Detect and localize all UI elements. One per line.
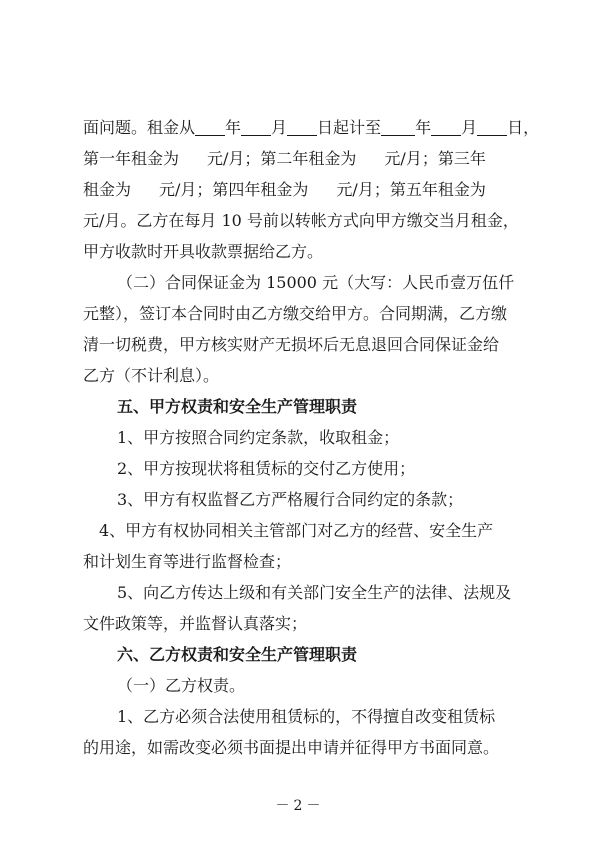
- blank-field: [241, 117, 271, 136]
- rent-amount-line: [83, 143, 523, 174]
- text-segment: 年: [415, 118, 432, 137]
- blank-field: [195, 117, 225, 136]
- list-item: 1、甲方按照合同约定条款，收取租金；: [117, 428, 400, 447]
- blank-field: [381, 117, 415, 136]
- text-segment: 面问题。租金从: [83, 118, 196, 137]
- blank-field: [477, 117, 507, 136]
- rent-amount-line: [83, 174, 523, 205]
- text-segment: 日起计至: [317, 118, 382, 137]
- page-number: －2－: [275, 798, 325, 814]
- document-body: [83, 112, 540, 763]
- paragraph-line: 甲方收款时开具收款票据给乙方。: [83, 242, 324, 261]
- list-item-continuation: 文件政策等，并监督认真落实；: [83, 614, 308, 633]
- blank-field: [431, 117, 461, 136]
- paragraph-line: 清一切税费，甲方核实财产无损坏后无息退回合同保证金给: [83, 335, 500, 354]
- rent-period-line: [83, 112, 540, 143]
- paragraph-line: 元整），签订本合同时由乙方缴交给甲方。合同期满，乙方缴: [83, 304, 508, 323]
- paragraph-line: 元/月。乙方在每月 10 号前以转帐方式向甲方缴交当月租金，: [83, 211, 519, 230]
- text-segment: 元/月；第五年租金为: [336, 180, 486, 199]
- text-segment: 元/月；第二年租金为: [207, 149, 357, 168]
- text-segment: 租金为: [83, 180, 132, 199]
- subsection-heading: （一）乙方权责。: [117, 676, 246, 695]
- text-segment: 第一年租金为: [83, 149, 180, 168]
- blank-field: [287, 117, 317, 136]
- text-segment: 日，: [507, 118, 540, 137]
- list-item-continuation: 的用途，如需改变必须书面提出申请并征得甲方书面同意。: [83, 738, 500, 757]
- paragraph-line: 乙方（不计利息）。: [83, 366, 220, 385]
- text-segment: 月: [461, 118, 478, 137]
- deposit-line: （二）合同保证金为 15000 元（大写：人民币壹万伍仟: [117, 273, 515, 292]
- text-segment: 元/月；第三年: [384, 149, 486, 168]
- list-item: 5、向乙方传达上级和有关部门安全生产的法律、法规及: [117, 583, 512, 602]
- list-item: 4、甲方有权协同相关主管部门对乙方的经营、安全生产: [99, 521, 494, 540]
- text-segment: 月: [271, 118, 288, 137]
- text-segment: 年: [225, 118, 242, 137]
- section-heading: 六、乙方权责和安全生产管理职责: [117, 645, 358, 664]
- text-segment: 元/月；第四年租金为: [159, 180, 309, 199]
- list-item: 2、甲方按现状将租赁标的交付乙方使用；: [117, 459, 416, 478]
- section-heading: 五、甲方权责和安全生产管理职责: [117, 397, 358, 416]
- list-item-continuation: 和计划生育等进行监督检查；: [83, 552, 292, 571]
- list-item: 1、乙方必须合法使用租赁标的，不得擅自改变租赁标: [117, 707, 496, 726]
- list-item: 3、甲方有权监督乙方严格履行合同约定的条款；: [117, 490, 464, 509]
